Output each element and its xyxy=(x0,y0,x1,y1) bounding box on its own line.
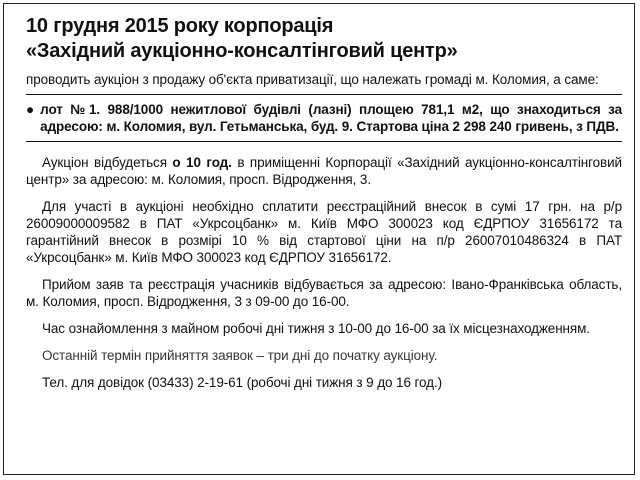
notice-headline xyxy=(26,14,622,64)
notice-body xyxy=(26,154,622,391)
auction-paragraph xyxy=(26,154,622,188)
intro-text: проводить аукціон з продажу об'єкта приватизації, що належать громаді м. Коломия, а саме: xyxy=(26,72,599,87)
headline-line-1: 10 грудня 2015 року корпорація xyxy=(26,15,334,37)
fees-paragraph: Для участі в аукціоні необхідно сплатити реєстраційний внесок в сумі 17 грн. на р/р 26009000009582 в ПАТ «Укрсоцбанк» м. Київ МФО 300023 код ЄДРПОУ 31656172 та гарантійний внесок в розмірі 10 % від стартової ціни на п/р 26007010486324 в ПАТ «Укрсоцбанк» м. Київ МФО 300023 код ЄДРПОУ 31656172. xyxy=(26,199,622,265)
lot-item xyxy=(26,95,622,141)
deadline-paragraph: Останній термін прийняття заявок – три дні до початку аукціону. xyxy=(42,348,438,363)
auction-time: о 10 год. xyxy=(172,155,232,170)
auction-text-after: в приміщенні Корпорації «Західний аукціонно-консалтінговий центр» за адресою: м. Коломия, просп. Відродження, 3. xyxy=(26,155,622,187)
phone-paragraph: Тел. для довідок (03433) 2-19-61 (робочі дні тижня з 9 до 16 год.) xyxy=(42,375,442,390)
inspection-paragraph: Час ознайомлення з майном робочі дні тижня з 10-00 до 16-00 за їх місцезнаходженням. xyxy=(42,321,590,336)
headline-line-2: «Західний аукціонно-консалтінговий центр» xyxy=(26,40,458,62)
divider-bottom xyxy=(26,141,622,142)
registration-paragraph: Прийом заяв та реєстрація учасників відбувається за адресою: Івано-Франківська область, м. Коломия, просп. Відродження, 3 з 09-00 до 16-00. xyxy=(26,277,622,309)
bullet-icon: ● xyxy=(26,102,35,117)
notice-content xyxy=(26,14,622,391)
auction-text-before: Аукціон відбудеться xyxy=(42,155,167,170)
lot-description: лот №1. 988/1000 нежитлової будівлі (лазні) площею 781,1 м2, що знаходиться за адресою: м. Коломия, вул. Гетьманська, буд. 9. Стартова ціна 2 298 240 гривень, з ПДВ. xyxy=(40,102,622,134)
notice-frame xyxy=(3,3,635,475)
